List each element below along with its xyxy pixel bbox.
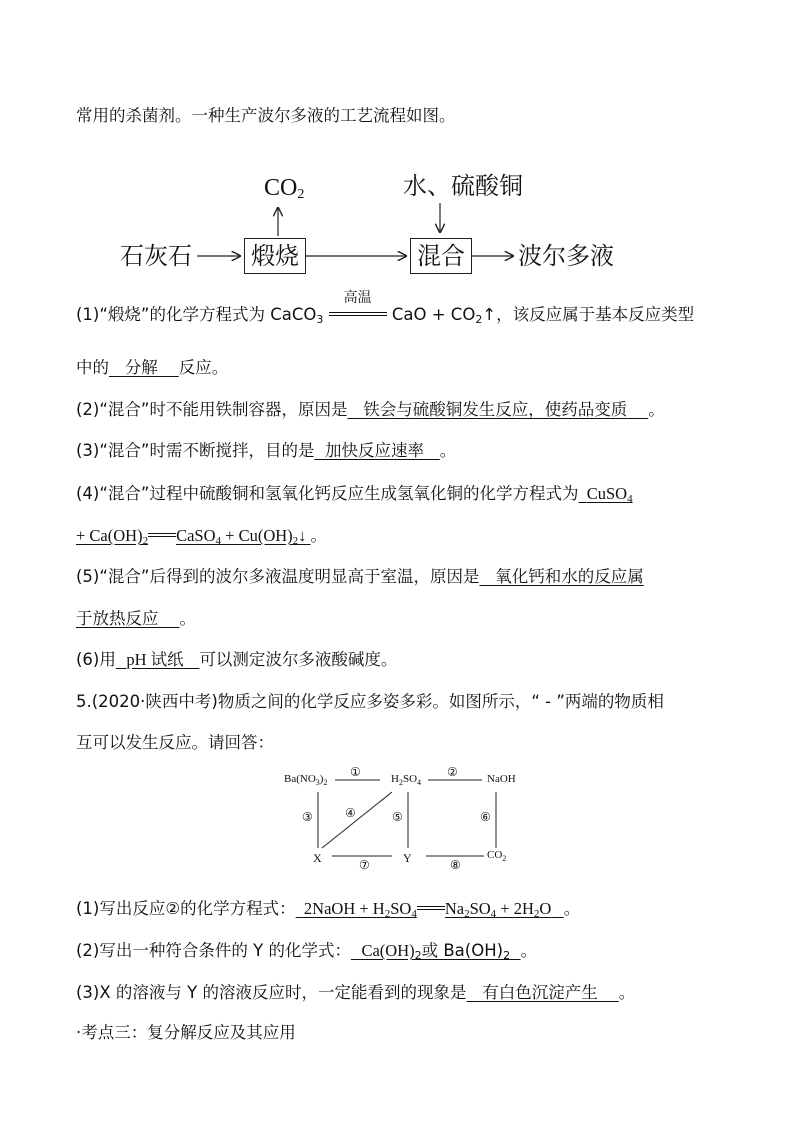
node-y: Y (403, 851, 412, 865)
node-ba-no3-2: $Ba(NO_3)_2$ (284, 773, 328, 787)
q4-line1: (4)“混合”过程中硫酸铜和氢氧化钙反应生成氢氧化铜的化学方程式为 CuSO$_4$ (76, 484, 633, 505)
q2-line: (2)“混合”时不能用铁制容器，原因是 铁会与硫酸铜发生反应，使药品变质 。 (76, 400, 665, 419)
p5-line2: 互可以发生反应。请回答： (76, 733, 274, 752)
intro-text: 常用的杀菌剂。一种生产波尔多液的工艺流程如图。 (76, 106, 456, 125)
reaction-label-7: ⑦ (359, 858, 370, 872)
reaction-label-6: ⑥ (480, 810, 491, 824)
flow-arrows (0, 0, 794, 300)
node-x: X (313, 851, 322, 865)
flow-output: 波尔多液 (518, 242, 614, 270)
q6-answer: pH 试纸 (126, 650, 184, 669)
section-heading: ·考点三：复分解反应及其应用 (76, 1023, 296, 1042)
condition-high-temp: 高温 (329, 303, 387, 327)
q2-answer: 铁会与硫酸铜发生反应，使药品变质 (363, 400, 628, 419)
q3-line: (3)“混合”时需不断搅拌，目的是 加快反应速率 。 (76, 441, 457, 460)
q6-line: (6)用 pH 试纸 可以测定波尔多液酸碱度。 (76, 650, 398, 669)
reaction-label-3: ③ (302, 810, 313, 824)
flow-input: 石灰石 (120, 242, 192, 270)
node-co2: $CO_2$ (487, 849, 507, 863)
q3-answer: 加快反应速率 (324, 441, 424, 460)
calcine-box: 煅烧 (244, 238, 306, 274)
mix-box: 混合 (410, 238, 472, 274)
reaction-label-5: ⑤ (392, 810, 403, 824)
q5-line2: 于放热反应 。 (76, 609, 196, 628)
q4-line2: + $Ca(OH)_2$ CaSO$_4$ + $Cu(OH)_2↓$ 。 (76, 526, 328, 547)
r3-answer: 有白色沉淀产生 (482, 983, 598, 1002)
q5-line1: (5)“混合”后得到的波尔多液温度明显高于室温，原因是 氧化钙和水的反应属 (76, 567, 644, 586)
co2-label: $CO_2$ (264, 175, 305, 202)
reaction-label-2: ② (447, 765, 458, 779)
reaction-label-1: ① (350, 765, 361, 779)
r3-line: (3)X 的溶液与 Y 的溶液反应时，一定能看到的现象是 有白色沉淀产生 。 (76, 983, 636, 1002)
reaction-label-8: ⑧ (450, 858, 461, 872)
p5-line1: 5.(2020·陕西中考)物质之间的化学反应多姿多彩。如图所示，“ - ”两端的物质相 (76, 692, 664, 711)
r2-line: (2)写出一种符合条件的 Y 的化学式： $Ca(OH)_2$或 $Ba(OH)_2$ 。 (76, 941, 538, 962)
reaction-label-4: ④ (345, 806, 356, 820)
r1-line: (1)写出反应②的化学方程式： 2NaOH + $H_2SO_4$ $Na_2SO_4 + 2H_2O$ 。 (76, 899, 581, 920)
q1-answer: 分解 (124, 358, 158, 377)
q1-line1: (1)“煅烧”的化学方程式为 CaCO$_3$ 高温 CaO + $CO_2↑$，该反应属于基本反应类型 (76, 290, 695, 326)
q1-line2: 中的 分解 反应。 (76, 358, 229, 377)
reagent-label: 水、硫酸铜 (403, 172, 523, 200)
node-h2so4: $H_2SO_4$ (391, 773, 422, 787)
node-naoh: NaOH (487, 773, 516, 785)
